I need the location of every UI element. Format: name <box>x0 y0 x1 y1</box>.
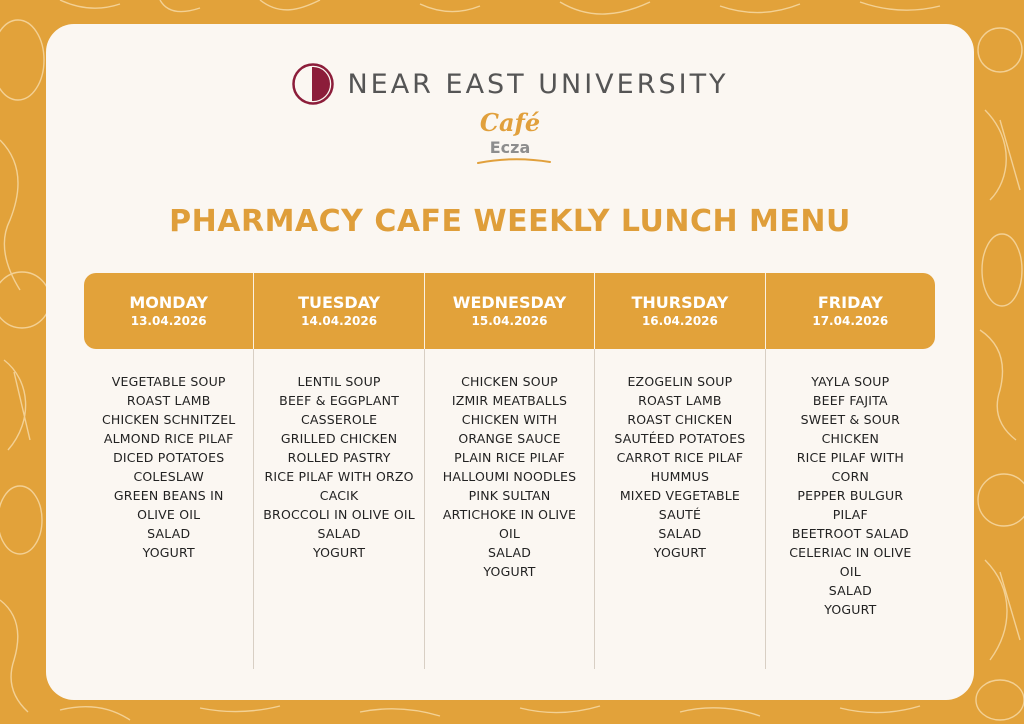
cafe-logo-text: Café <box>479 108 541 137</box>
day-date: 13.04.2026 <box>130 314 207 328</box>
menu-column-friday <box>766 349 935 669</box>
menu-item: CORN <box>831 469 870 484</box>
menu-item: ORANGE SAUCE <box>458 431 561 446</box>
day-header-tuesday <box>254 273 424 349</box>
menu-item: SAUTÉED POTATOES <box>614 431 746 446</box>
menu-column-monday <box>84 349 254 669</box>
menu-item: MIXED VEGETABLE <box>619 488 741 503</box>
menu-item: CHICKEN WITH <box>461 412 558 427</box>
menu-item: RICE PILAF WITH <box>796 450 904 465</box>
day-name: MONDAY <box>129 293 209 312</box>
menu-item: ROAST CHICKEN <box>627 412 733 427</box>
menu-item: BEEF FAJITA <box>812 393 888 408</box>
menu-item: SALAD <box>487 545 532 560</box>
menu-item: ROAST LAMB <box>126 393 211 408</box>
university-header <box>46 62 974 106</box>
menu-item: VEGETABLE SOUP <box>111 374 226 389</box>
menu-item: CARROT RICE PILAF <box>616 450 744 465</box>
menu-item: COLESLAW <box>133 469 204 484</box>
menu-item: YOGURT <box>483 564 536 579</box>
day-header-monday <box>84 273 254 349</box>
menu-item: CHICKEN SOUP <box>461 374 558 389</box>
menu-item: BEEF & EGGPLANT <box>279 393 400 408</box>
menu-item: ALMOND RICE PILAF <box>103 431 234 446</box>
menu-item: GRILLED CHICKEN <box>280 431 398 446</box>
swoosh-underline-icon <box>476 156 552 166</box>
menu-column-tuesday <box>254 349 424 669</box>
menu-columns <box>84 349 935 669</box>
menu-item: CASSEROLE <box>300 412 378 427</box>
menu-item: CACIK <box>319 488 359 503</box>
menu-item: YAYLA SOUP <box>811 374 890 389</box>
menu-item: ARTICHOKE IN OLIVE <box>442 507 577 522</box>
menu-item: OLIVE OIL <box>137 507 201 522</box>
university-logo-icon <box>291 62 335 106</box>
menu-item: ROAST LAMB <box>638 393 722 408</box>
menu-item: PINK SULTAN <box>468 488 551 503</box>
menu-item: SAUTÉ <box>658 507 702 522</box>
menu-item: SALAD <box>147 526 191 541</box>
cafe-logo-subtext: Ecza <box>489 138 531 157</box>
menu-card <box>46 24 974 700</box>
day-date: 14.04.2026 <box>301 314 378 328</box>
menu-column-wednesday <box>425 349 595 669</box>
cafe-logo <box>460 108 560 178</box>
menu-item: OIL <box>839 564 861 579</box>
menu-item: PEPPER BULGUR <box>797 488 904 503</box>
days-header-bar <box>84 273 935 349</box>
day-name: WEDNESDAY <box>452 293 567 312</box>
menu-item: YOGURT <box>653 545 707 560</box>
menu-item: CHICKEN <box>821 431 880 446</box>
menu-item: YOGURT <box>312 545 366 560</box>
menu-item: PLAIN RICE PILAF <box>454 450 565 465</box>
day-header-wednesday <box>425 273 595 349</box>
menu-item: BROCCOLI IN OLIVE OIL <box>263 507 415 522</box>
university-name: NEAR EAST UNIVERSITY <box>347 68 729 100</box>
menu-item: ROLLED PASTRY <box>287 450 391 465</box>
day-date: 15.04.2026 <box>471 314 548 328</box>
day-date: 17.04.2026 <box>812 314 889 328</box>
menu-item: RICE PILAF WITH ORZO <box>264 469 414 484</box>
day-header-friday <box>766 273 935 349</box>
menu-item: SALAD <box>317 526 361 541</box>
menu-item: LENTIL SOUP <box>297 374 381 389</box>
menu-item: BEETROOT SALAD <box>791 526 909 541</box>
page-title: PHARMACY CAFE WEEKLY LUNCH MENU <box>169 204 851 239</box>
menu-item: CHICKEN SCHNITZEL <box>101 412 236 427</box>
menu-item: CELERIAC IN OLIVE <box>789 545 912 560</box>
menu-column-thursday <box>595 349 765 669</box>
day-name: FRIDAY <box>817 293 883 312</box>
day-header-thursday <box>595 273 765 349</box>
menu-item: SALAD <box>828 583 872 598</box>
menu-item: PILAF <box>832 507 868 522</box>
menu-item: YOGURT <box>824 602 877 617</box>
menu-item: EZOGELIN SOUP <box>627 374 733 389</box>
menu-item: SWEET & SOUR <box>800 412 901 427</box>
menu-item: HUMMUS <box>650 469 710 484</box>
day-name: TUESDAY <box>298 293 381 312</box>
day-date: 16.04.2026 <box>641 314 718 328</box>
day-name: THURSDAY <box>631 293 729 312</box>
menu-item: GREEN BEANS IN <box>113 488 224 503</box>
menu-item: DICED POTATOES <box>113 450 225 465</box>
menu-item: OIL <box>498 526 521 541</box>
menu-item: YOGURT <box>142 545 195 560</box>
menu-item: HALLOUMI NOODLES <box>442 469 577 484</box>
menu-item: IZMIR MEATBALLS <box>451 393 568 408</box>
menu-item: SALAD <box>658 526 702 541</box>
